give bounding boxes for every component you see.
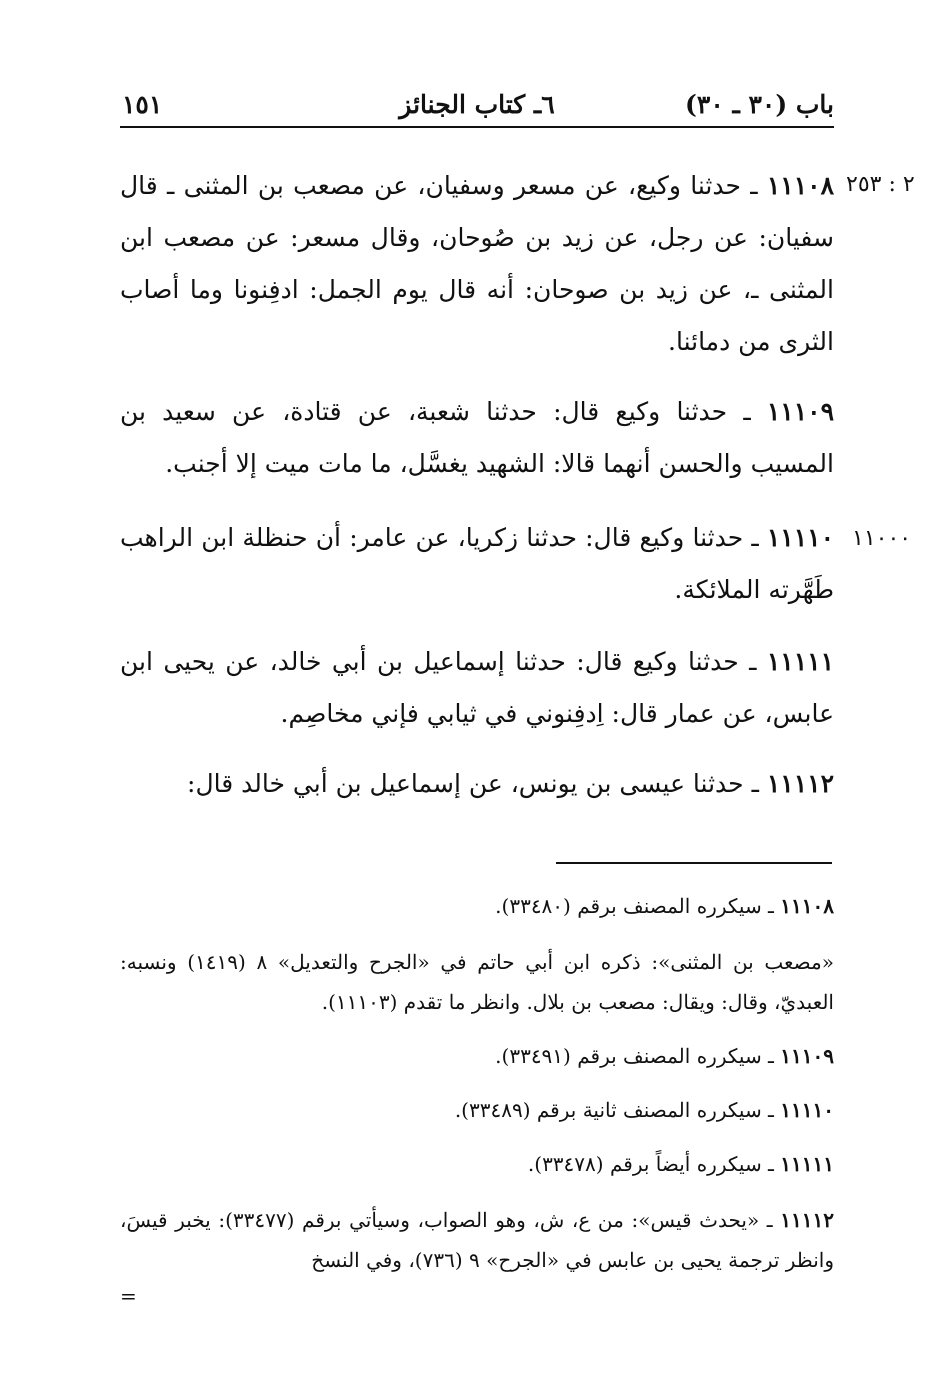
hadith-number: ١١١١٢ [766,769,834,798]
footnote-text: ـ سيكرره المصنف برقم (٣٣٤٩١). [495,1044,781,1068]
page-header [120,86,834,128]
footnote-number: ١١١٠٩ [780,1044,834,1068]
footnote [120,1090,834,1130]
footnote [120,886,834,926]
hadith-paragraph [120,512,834,616]
continuation-mark: = [120,1284,137,1308]
page-number: ١٥١ [122,90,163,119]
chapter-heading: باب (٣٠ ـ ٣٠) [685,90,834,119]
hadith-number: ١١١١١ [766,647,834,676]
margin-note-volume-page: ٢ : ٢٥٣ [846,172,915,197]
hadith-text: ـ حدثنا وكيع قال: حدثنا إسماعيل بن أبي خالد، عن يحيى ابن عابس، عن عمار قال: اِدفِنوني في ثيابي فإني مخاصِم. [120,647,834,728]
footnote-text: ـ سيكرره أيضاً برقم (٣٣٤٧٨). [527,1152,781,1176]
footnote [120,1200,834,1280]
hadith-paragraph [120,386,834,490]
margin-note-reference: ١١٠٠٠ [852,526,912,551]
hadith-paragraph [120,758,834,810]
book-title: ٦ـ كتاب الجنائز [399,90,555,119]
hadith-text: ـ حدثنا وكيع، عن مسعر وسفيان، عن مصعب بن المثنى ـ قال سفيان: عن رجل، عن زيد بن صُوحان، وقال مسعر: عن مصعب ابن المثنى ـ، عن زيد بن صوحان: أنه قال يوم الجمل: ادفِنونا وما أصاب الثرى من دمائنا. [120,171,834,356]
footnote [120,1144,834,1184]
footnote-text: ـ سيكرره المصنف برقم (٣٣٤٨٠). [495,894,781,918]
hadith-paragraph [120,160,834,368]
footnote [120,942,834,1022]
footnote-number: ١١١١٢ [780,1208,834,1232]
hadith-number: ١١١٠٨ [766,171,834,200]
hadith-paragraph [120,636,834,740]
hadith-text: ـ حدثنا وكيع قال: حدثنا زكريا، عن عامر: أن حنظلة ابن الراهب طَهَّرته الملائكة. [120,523,834,604]
footnote-number: ١١١١١ [780,1152,834,1176]
footnote-divider [556,862,832,864]
footnote-text: ـ سيكرره المصنف ثانية برقم (٣٣٤٨٩). [454,1098,781,1122]
hadith-number: ١١١١٠ [766,523,834,552]
footnote-number: ١١١٠٨ [780,894,834,918]
footnote-number: ١١١١٠ [780,1098,834,1122]
footnote-text: «مصعب بن المثنى»: ذكره ابن أبي حاتم في «الجرح والتعديل» ٨ (١٤١٩) ونسبه: العبديّ، وقال: ويقال: مصعب بن بلال. وانظر ما تقدم (١١١٠٣). [120,950,834,1014]
hadith-text: ـ حدثنا وكيع قال: حدثنا شعبة، عن قتادة، عن سعيد بن المسيب والحسن أنهما قالا: الشهيد يغسَّل، ما مات ميت إلا أجنب. [120,397,834,478]
footnote-text: ـ «يحدث قيس»: من ع، ش، وهو الصواب، وسيأتي برقم (٣٣٤٧٧): يخبر قيسَ، وانظر ترجمة يحيى بن عابس في «الجرح» ٩ (٧٣٦)، وفي النسخ [120,1208,834,1272]
hadith-number: ١١١٠٩ [766,397,834,426]
footnote [120,1036,834,1076]
hadith-text: ـ حدثنا عيسى بن يونس، عن إسماعيل بن أبي خالد قال: [187,769,767,798]
